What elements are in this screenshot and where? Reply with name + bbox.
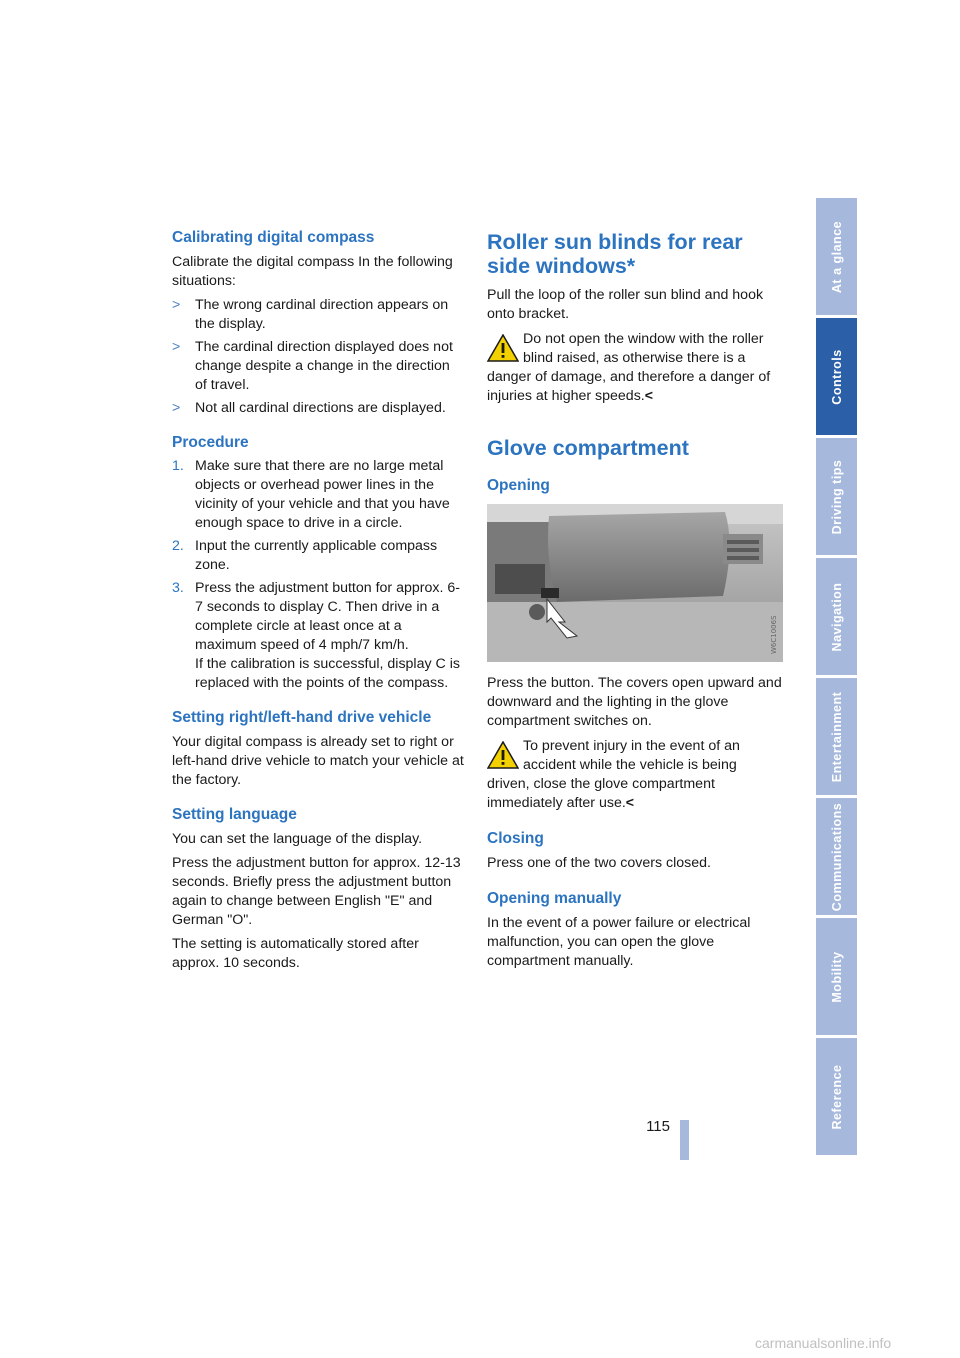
opening-manually-text: In the event of a power failure or electrical malfunction, you can open the glove compartment manually. [487, 915, 751, 969]
rhd-heading: Setting right/left-hand drive vehicle [172, 709, 432, 726]
warning-icon [487, 741, 519, 769]
list-item: > The cardinal direction displayed does not change despite a change in the direction of travel. [172, 339, 453, 393]
opening-manually-heading: Opening manually [487, 890, 622, 907]
bullet-marker: > [172, 400, 181, 416]
language-heading: Setting language [172, 806, 297, 823]
glove-warning: To prevent injury in the event of an accident while the vehicle is being driven, close the glove compartment immediately after use.< [487, 738, 740, 811]
tab-controls[interactable]: Controls [816, 318, 857, 438]
roller-warning: Do not open the window with the roller blind raised, as otherwise there is a danger of damage, and therefore a danger of injuries at higher speeds.< [487, 331, 771, 404]
rhd-text: Your digital compass is already set to right or left-hand drive vehicle to match your vehicle at the factory. [172, 734, 464, 788]
watermark: carmanualsonline.info [755, 1335, 892, 1351]
procedure-step: 2. Input the currently applicable compass zone. [172, 538, 438, 573]
page-number: 115 [646, 1118, 670, 1135]
chapter-tabs [816, 198, 857, 1158]
dashboard-image [487, 504, 783, 662]
tab-navigation[interactable]: Navigation [816, 558, 857, 678]
roller-blinds-text: Pull the loop of the roller sun blind and hook onto bracket. [487, 287, 764, 322]
glove-compartment-photo [487, 504, 783, 662]
page-marker-bar [680, 1120, 689, 1160]
roller-blinds-heading: Roller sun blinds for rear side windows* [487, 230, 743, 278]
glove-compartment-heading: Glove compartment [487, 436, 689, 460]
calibrating-intro: Calibrate the digital compass In the following situations: [172, 254, 453, 289]
tab-entertainment[interactable]: Entertainment [816, 678, 857, 798]
procedure-step: 1. Make sure that there are no large metal objects or overhead power lines in the vicinity of your vehicle and that you have enough space to drive in a circle. [172, 458, 450, 531]
bullet-marker: > [172, 339, 181, 355]
bullet-marker: > [172, 297, 181, 313]
tab-at-a-glance[interactable]: At a glance [816, 198, 857, 318]
left-column: Calibrating digital compass Calibrate the digital compass In the following situations: > The wrong cardinal direction appears on the display. > The cardinal direction displayed does not change despite a change in the direction of travel. > Not all cardinal directions are displayed. Procedure 1. Make sure that there are no large metal objects or overhead power lines in the vicinity of your vehicle and that you have enough space to drive in a circle. 2. Input the currently applicable compass zone. 3. Press the adjustment button for approx. 6-7 seconds to display C. Then drive in a complete circle at least once at a maximum speed of 4 mph/7 km/h. If the calibration is successful, display C is replaced with the points of the compass. Setting right/left-hand drive vehicle Your digital compass is already set to right or left-hand drive vehicle to match your vehicle at the factory. Setting language You can set the language of the display. Press the adjustment button for approx. 12-13 seconds. Briefly press the adjustment button again to change between English "E" and German "O". The setting is automatically stored after approx. 10 seconds. [172, 229, 464, 971]
tab-driving-tips[interactable]: Driving tips [816, 438, 857, 558]
opening-text: Press the button. The covers open upward and downward and the lighting in the glove compartment switches on. [487, 675, 782, 729]
tab-reference[interactable]: Reference [816, 1038, 857, 1158]
procedure-step: 3. Press the adjustment button for approx. 6-7 seconds to display C. Then drive in a complete circle at least once at a maximum speed of 4 mph/7 km/h. If the calibration is successful, display C is replaced with the points of the compass. [172, 580, 460, 691]
tab-mobility[interactable]: Mobility [816, 918, 857, 1038]
calibrating-heading: Calibrating digital compass [172, 229, 375, 246]
closing-text: Press one of the two covers closed. [487, 855, 711, 871]
right-column [487, 228, 783, 971]
list-item: > Not all cardinal directions are displayed. [172, 400, 446, 416]
procedure-heading: Procedure [172, 434, 249, 451]
closing-heading: Closing [487, 830, 544, 847]
list-item: > The wrong cardinal direction appears on the display. [172, 297, 449, 332]
tab-communications[interactable]: Communications [816, 798, 857, 918]
warning-icon [487, 334, 519, 362]
svg-text:W6C1006S: W6C1006S [770, 615, 778, 654]
opening-heading: Opening [487, 477, 550, 494]
